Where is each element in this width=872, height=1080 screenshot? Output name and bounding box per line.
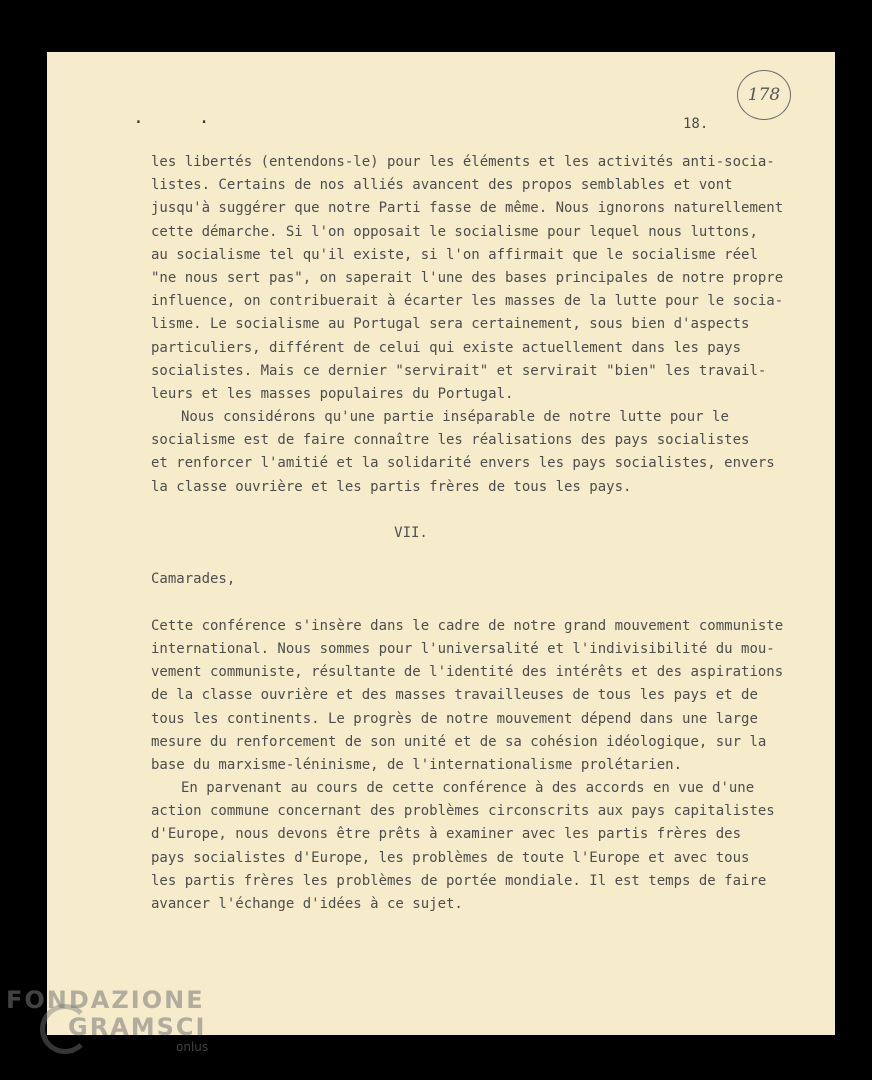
text-line: leurs et les masses populaires du Portugal. [151,385,514,402]
paragraph-1 [151,151,784,406]
paragraph-2 [151,406,775,499]
text-line: socialisme est de faire connaître les réalisations des pays socialistes [151,432,750,449]
text-line: la classe ouvrière et les partis frères de tous les pays. [151,478,632,495]
text-line: influence, on contribuerait à écarter les masses de la lutte pour le socia- [151,293,784,310]
text-line: Cette conférence s'insère dans le cadre de notre grand mouvement communiste [151,617,784,634]
text-line: tous les continents. Le progrès de notre mouvement dépend dans une large [151,710,758,727]
watermark-line-1: FONDAZIONE [6,986,205,1014]
text-line: les libertés (entendons-le) pour les éléments et les activités anti-socia- [151,154,775,170]
text-line: au socialisme tel qu'il existe, si l'on affirmait que le socialisme réel [151,246,758,263]
watermark-line-3: onlus [176,1040,209,1054]
fondazione-gramsci-watermark [6,986,208,1054]
text-line: de la classe ouvrière et des masses travailleuses de tous les pays et de [151,687,758,704]
text-line: les partis frères les problèmes de portée mondiale. Il est temps de faire [151,872,767,889]
text-line: pays socialistes d'Europe, les problèmes de toute l'Europe et avec tous [151,849,750,866]
archive-number-stamp: 178 [737,70,791,120]
text-line: vement communiste, résultante de l'identité des intérêts et des aspirations [151,664,784,681]
watermark-line-2: GRAMSCI [68,1013,207,1041]
text-line: En parvenant au cours de cette conférence à des accords en vue d'une [181,780,755,797]
text-line: cette démarche. Si l'on opposait le socialisme pour lequel nous luttons, [151,223,758,240]
text-line: lisme. Le socialisme au Portugal sera certainement, sous bien d'aspects [151,316,750,333]
text-line: jusqu'à suggérer que notre Parti fasse de même. Nous ignorons naturellement [151,200,784,217]
text-line: mesure du renforcement de son unité et de sa cohésion idéologique, sur la [151,733,767,750]
text-line: et renforcer l'amitié et la solidarité envers les pays socialistes, envers [151,455,775,472]
text-line: base du marxisme-léninisme, de l'internationalisme prolétarien. [151,756,683,773]
text-line: listes. Certains de nos alliés avancent des propos semblables et vont [151,177,733,194]
text-line: action commune concernant des problèmes circonscrits aux pays capitalistes [151,803,775,820]
paragraph-4 [151,777,775,916]
text-line: international. Nous sommes pour l'universalité et l'indivisibilité du mou- [151,640,775,657]
text-line: particuliers, différent de celui qui existe actuellement dans les pays [151,339,742,356]
text-line: socialistes. Mais ce dernier "servirait" et servirait "bien" les travail- [151,362,767,379]
text-line: "ne nous sert pas", on saperait l'une des bases principales de notre propre [151,269,784,286]
salutation: Camarades, [151,571,236,588]
text-line: avancer l'échange d'idées à ce sujet. [151,896,463,912]
text-line: d'Europe, nous devons être prêts à examiner avec les partis frères des [151,826,742,843]
document-body [151,151,784,916]
document-page [47,52,835,1035]
top-marks: · · [133,112,232,133]
text-line: Nous considérons qu'une partie inséparable de notre lutte pour le [181,409,729,426]
page-number: 18. [683,116,709,132]
g-logo-icon [40,1004,90,1054]
section-heading: VII. [394,525,428,541]
paragraph-3 [151,615,784,777]
